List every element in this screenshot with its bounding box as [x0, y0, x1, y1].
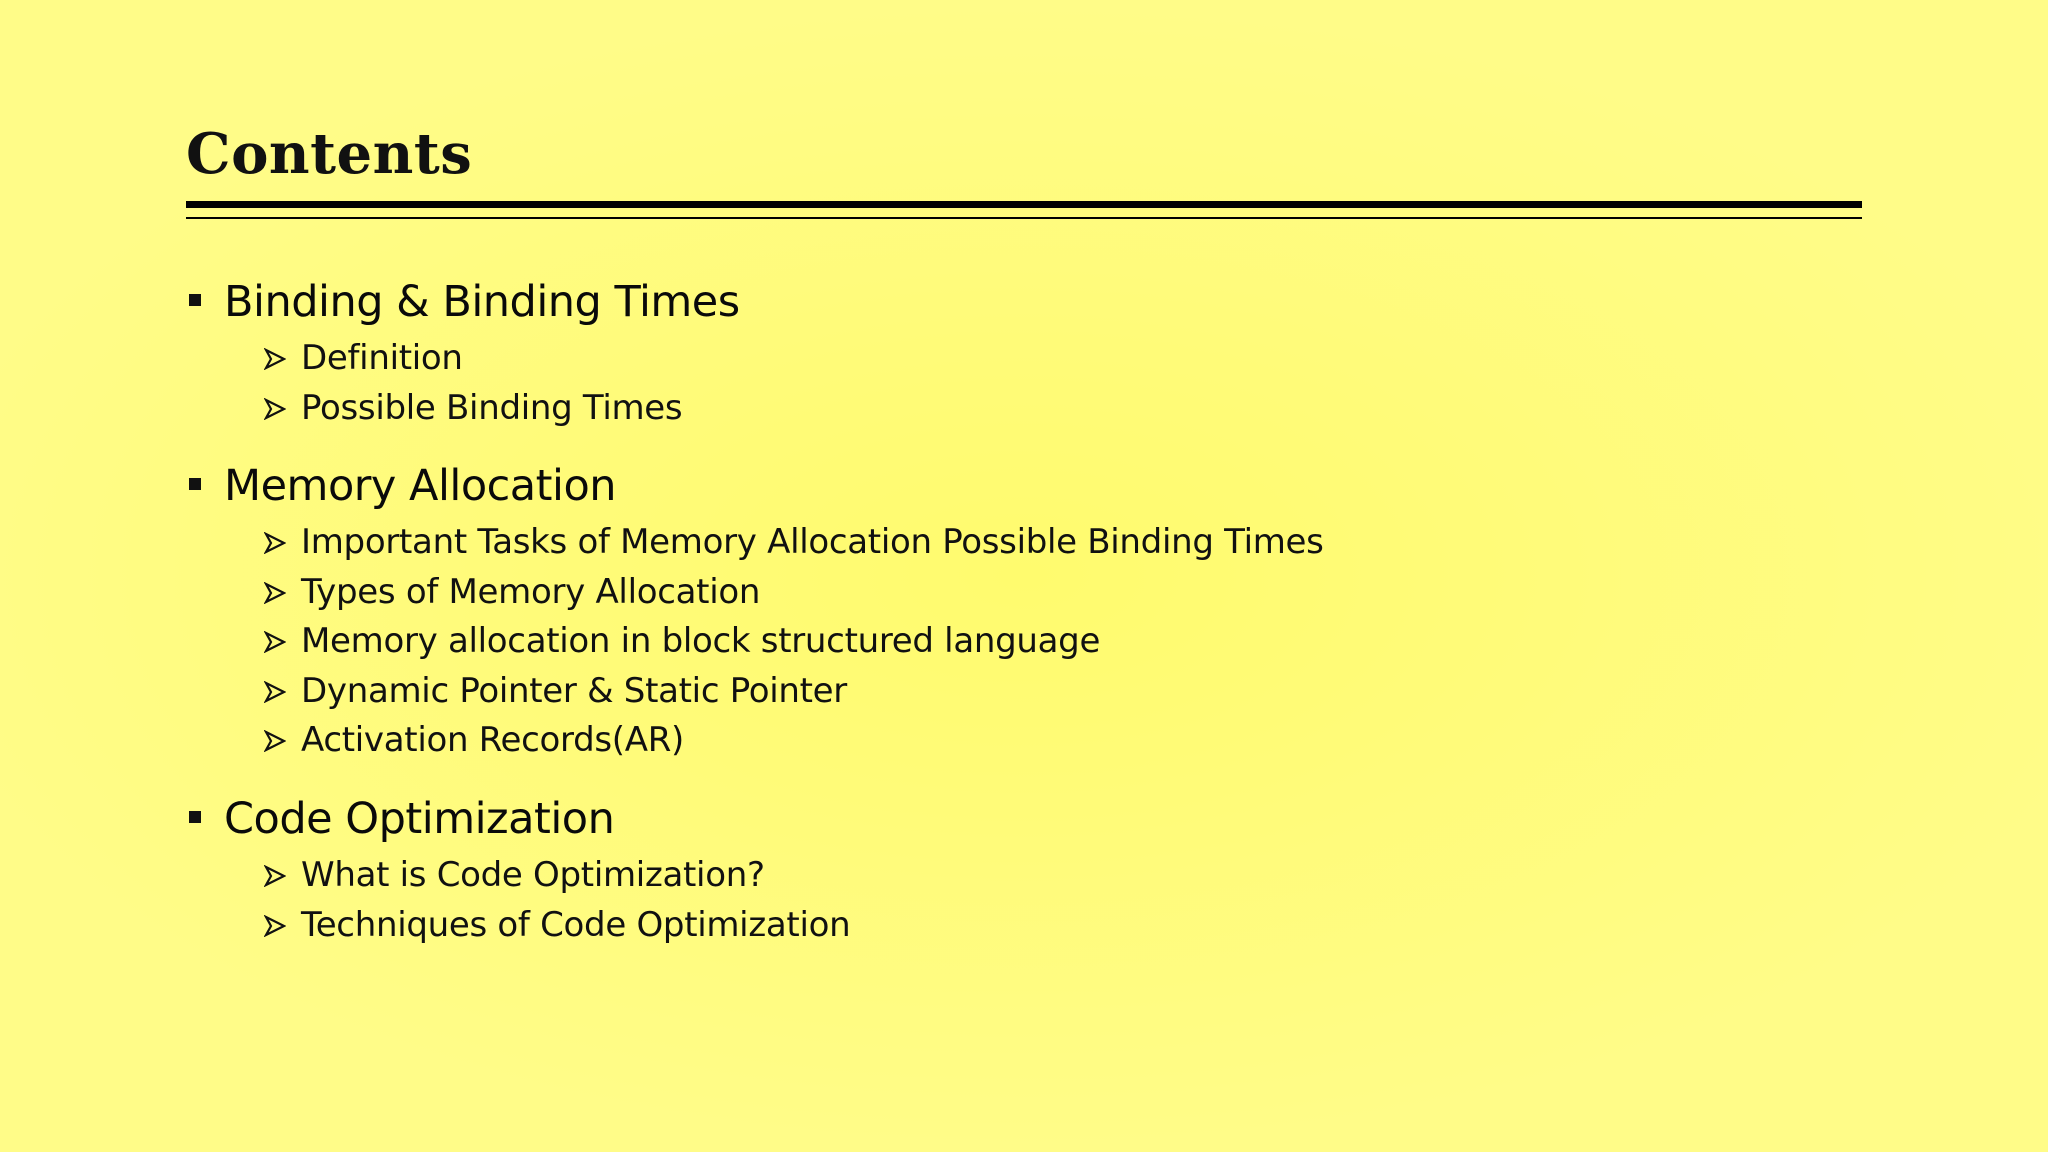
list-item-label: Techniques of Code Optimization [301, 904, 851, 945]
list-item-label: What is Code Optimization? [301, 855, 765, 895]
arrowhead-bullet-icon [264, 730, 286, 752]
list-item-label: Memory allocation in block structured language [301, 621, 1101, 662]
arrowhead-bullet-icon [264, 865, 286, 887]
list-item [186, 568, 1786, 618]
sub-list [186, 851, 1786, 950]
section-heading [186, 787, 1786, 851]
arrowhead-bullet-icon [264, 348, 286, 370]
arrowhead-bullet-icon [264, 532, 286, 554]
list-item [186, 518, 1786, 568]
arrowhead-bullet-icon [264, 681, 286, 703]
list-item-label: Dynamic Pointer & Static Pointer [301, 670, 847, 711]
list-item [186, 384, 1786, 434]
section-heading [186, 270, 1786, 334]
title-underline-thin [186, 217, 1862, 219]
section-heading [186, 454, 1786, 518]
list-item [186, 851, 1786, 901]
list-item [186, 334, 1786, 384]
list-item [186, 617, 1786, 667]
sub-list [186, 334, 1786, 433]
list-item [186, 716, 1786, 766]
section-title: Code Optimization [224, 794, 615, 844]
section-memory-allocation [186, 454, 1786, 766]
section-binding [186, 270, 1786, 433]
section-code-optimization [186, 787, 1786, 950]
arrowhead-bullet-icon [264, 398, 286, 420]
list-item-label: Types of Memory Allocation [301, 571, 761, 612]
list-item [186, 901, 1786, 951]
list-item-label: Activation Records(AR) [301, 720, 685, 761]
square-bullet-icon [189, 478, 201, 490]
square-bullet-icon [189, 294, 201, 306]
list-item [186, 667, 1786, 717]
arrowhead-bullet-icon [264, 582, 286, 604]
list-item-label: Possible Binding Times [301, 387, 683, 428]
list-item-label: Important Tasks of Memory Allocation Possible Binding Times [301, 522, 1324, 562]
section-title: Memory Allocation [224, 461, 617, 511]
arrowhead-bullet-icon [264, 915, 286, 937]
slide-title: Contents [186, 121, 473, 187]
arrowhead-bullet-icon [264, 631, 286, 653]
sub-list [186, 518, 1786, 766]
section-title: Binding & Binding Times [224, 277, 740, 327]
square-bullet-icon [189, 811, 201, 823]
list-item-label: Definition [301, 338, 463, 378]
title-underline-thick [186, 201, 1862, 208]
